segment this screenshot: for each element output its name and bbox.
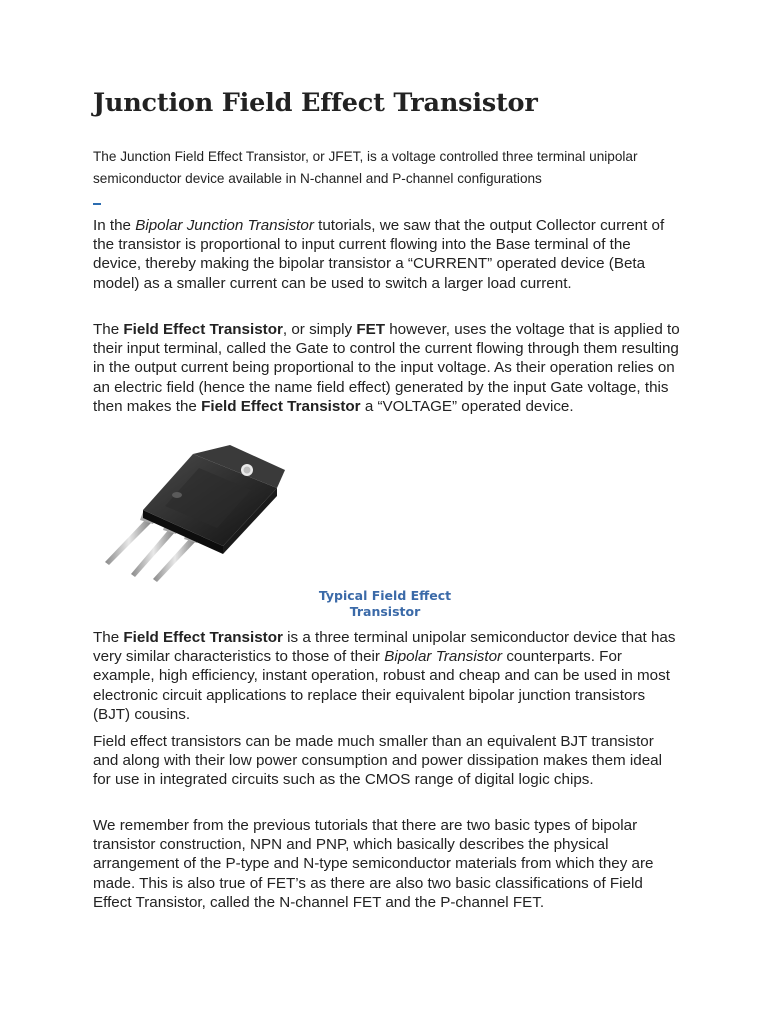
intro-paragraph: The Junction Field Effect Transistor, or JFET, is a voltage controlled three terminal unipolar semiconductor device available in N-channel and P-channel configurations [93, 149, 638, 186]
paragraph-fet-types: We remember from the previous tutorials that there are two basic types of bipolar transistor construction, NPN and PNP, which basically describes the physical arrangement of the P-type and N-type semiconductor materials from which they are made. This is also true of FET’s as there are also two basic classifications of Field Effect Transistor, called the N-channel FET and the P-channel FET. [93, 817, 654, 911]
bjt-link-text[interactable]: Bipolar Junction Transistor [135, 217, 314, 234]
paragraph-fet-voltage: The Field Effect Transistor, or simply FET however, uses the voltage that is applied to their input terminal, called the Gate to control the current flowing through them resulting in the output current being proportional to the input voltage. As their operation relies on an electric field (hence the name field effect) generated by the input Gate voltage, this then makes the Field Effect Transistor a “VOLTAGE” operated device. [93, 321, 680, 415]
link-underline[interactable] [93, 203, 101, 205]
page-title: Junction Field Effect Transistor [93, 88, 538, 118]
paragraph-fet-characteristics: The Field Effect Transistor is a three terminal unipolar semiconductor device that has very similar characteristics to those of their Bipolar Transistor counterparts. For example, high efficiency, instant operation, robust and cheap and can be used in most electronic circuit applications to replace their equivalent bipolar junction transistors (BJT) cousins. [93, 629, 676, 723]
transistor-image [95, 440, 285, 585]
paragraph-fet-size: Field effect transistors can be made much smaller than an equivalent BJT transistor and along with their low power consumption and power dissipation makes them ideal for use in integrated circuits such as the CMOS range of digital logic chips. [93, 733, 663, 789]
transistor-photo-icon [95, 440, 285, 585]
figure-caption: Typical Field Effect Transistor [318, 588, 452, 619]
paragraph-bjt-comparison: In the Bipolar Junction Transistor tutorials, we saw that the output Collector current of the transistor is proportional to input current flowing into the Base terminal of the device, thereby making the bipolar transistor a “CURRENT” operated device (Beta model) as a smaller current can be used to switch a larger load current. [93, 217, 665, 292]
